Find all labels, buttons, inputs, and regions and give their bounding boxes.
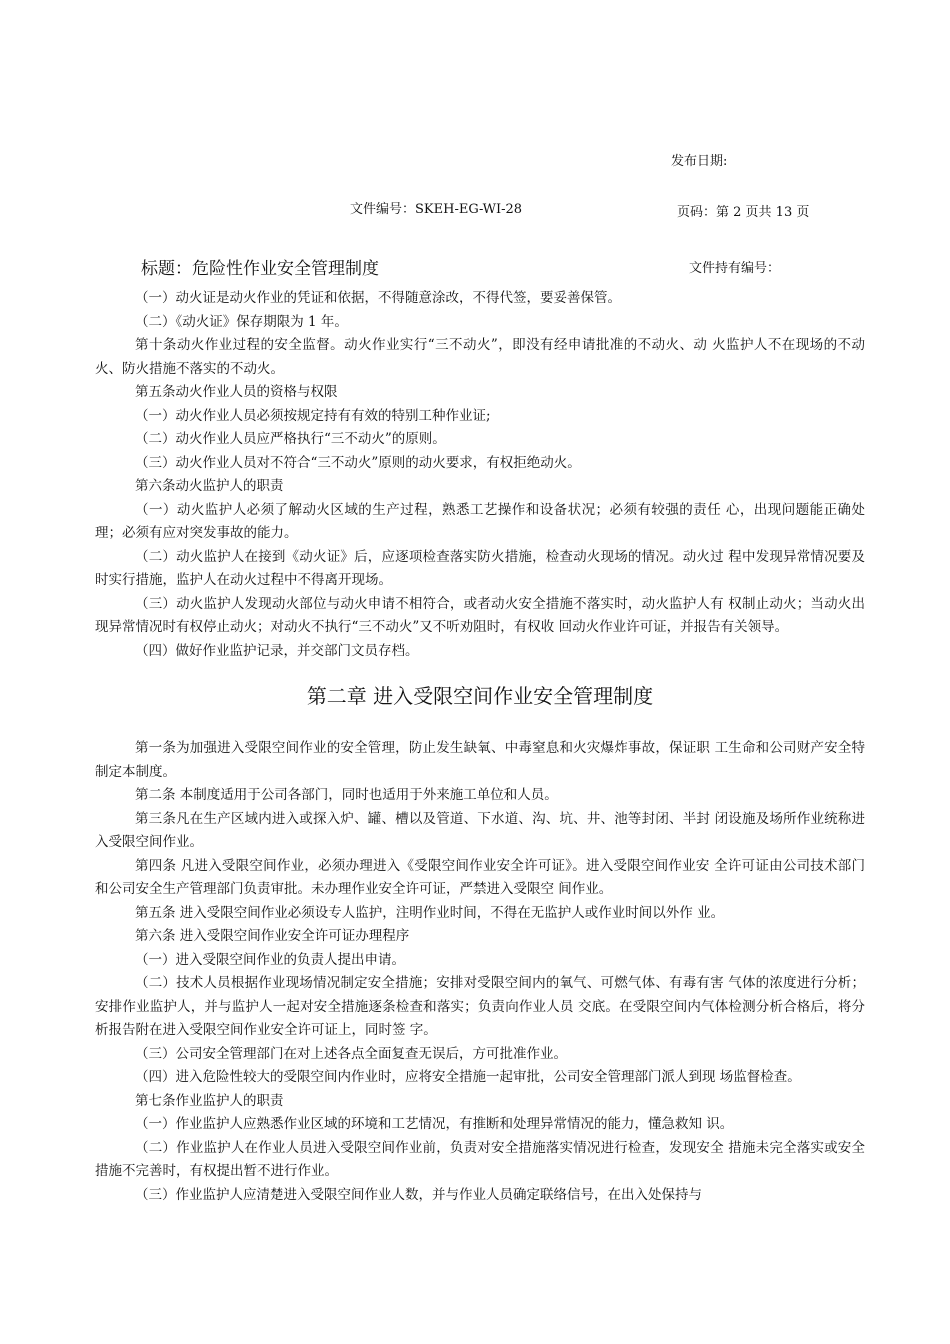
paragraph: 第二条 本制度适用于公司各部门，同时也适用于外来施工单位和人员。 [135, 787, 558, 803]
chapter-title: 第二章 进入受限空间作业安全管理制度 [306, 684, 654, 708]
holder-number-label: 文件持有编号： [689, 261, 781, 276]
paragraph: 第四条 凡进入受限空间作业，必须办理进入《受限空间作业安全许可证》。进入受限空间作业安 全许可证由公司技术部门和公司安全生产管理部门负责审批。未办理作业安全许可证，严禁进入受限空 间作业。 [95, 857, 865, 897]
paragraph: （四）做好作业监护记录，并交部门文员存档。 [135, 642, 419, 659]
paragraph: 第三条凡在生产区域内进入或探入炉、罐、槽以及管道、下水道、沟、坑、井、池等封闭、半封 闭设施及场所作业统称进入受限空间作业。 [95, 810, 865, 850]
document-body [95, 287, 865, 1207]
paragraph: （三）动火作业人员对不符合“三不动火”原则的动火要求，有权拒绝动火。 [135, 454, 581, 471]
document-number: 文件编号：SKEH-EG-WI-28 [350, 202, 523, 217]
paragraph: （一）动火监护人必须了解动火区域的生产过程，熟悉工艺操作和设备状况；必须有较强的责任 心，出现问题能正确处理；必须有应对突发事故的能力。 [95, 501, 865, 541]
paragraph: 第七条作业监护人的职责 [135, 1092, 284, 1109]
document-title: 标题：危险性作业安全管理制度 [141, 259, 379, 279]
paragraph: （三）动火监护人发现动火部位与动火申请不相符合，或者动火安全措施不落实时，动火监护人有 权制止动火；当动火出现异常情况时有权停止动火；对动火不执行“三不动火”又不听劝阻时，有权收 回动火作业许可证，并报告有关领导。 [95, 595, 865, 635]
paragraph: 第六条 进入受限空间作业安全许可证办理程序 [135, 928, 410, 944]
paragraph: （二）作业监护人在作业人员进入受限空间作业前，负责对安全措施落实情况进行检查，发现安全 措施未完全落实或安全措施不完善时，有权提出暂不进行作业。 [95, 1139, 865, 1179]
paragraph: （二）《动火证》保存期限为 1 年。 [135, 313, 348, 330]
paragraph: 第五条动火作业人员的资格与权限 [135, 384, 338, 400]
paragraph: 第十条动火作业过程的安全监督。动火作业实行“三不动火”，即没有经申请批准的不动火、动 火监护人不在现场的不动火、防火措施不落实的不动火。 [95, 337, 865, 377]
paragraph: （二）技术人员根据作业现场情况制定安全措施；安排对受限空间内的氧气、可燃气体、有毒有害 气体的浓度进行分析；安排作业监护人，并与监护人一起对安全措施逐条检查和落实；负责向作业人员 交底。在受限空间内气体检测分析合格后，将分析报告附在进入受限空间作业安全许可证上，同时签 字。 [95, 975, 865, 1038]
paragraph: （三）公司安全管理部门在对上述各点全面复查无误后，方可批准作业。 [135, 1045, 567, 1062]
paragraph: （一）进入受限空间作业的负责人提出申请。 [135, 951, 405, 968]
paragraph: （一）作业监护人应熟悉作业区域的环境和工艺情况，有推断和处理异常情况的能力，懂急救知 识。 [135, 1116, 734, 1132]
paragraph: （一）动火证是动火作业的凭证和依据，不得随意涂改，不得代签，要妥善保管。 [135, 290, 621, 306]
publish-date-label: 发布日期: [671, 154, 728, 169]
paragraph: （三）作业监护人应清楚进入受限空间作业人数，并与作业人员确定联络信号，在出入处保持与 [135, 1186, 702, 1203]
paragraph: （四）进入危险性较大的受限空间内作业时，应将安全措施一起审批，公司安全管理部门派人到现 场监督检查。 [135, 1069, 801, 1085]
paragraph: 第一条为加强进入受限空间作业的安全管理，防止发生缺氧、中毒窒息和火灾爆炸事故，保证职 工生命和公司财产安全特制定本制度。 [95, 740, 865, 780]
paragraph: （一）动火作业人员必须按规定持有有效的特别工种作业证; [135, 407, 491, 424]
paragraph: （二）动火监护人在接到《动火证》后，应逐项检查落实防火措施，检查动火现场的情况。动火过 程中发现异常情况要及时实行措施，监护人在动火过程中不得离开现场。 [95, 548, 865, 588]
paragraph: （二）动火作业人员应严格执行“三不动火”的原则。 [135, 431, 446, 447]
paragraph: 第五条 进入受限空间作业必须设专人监护，注明作业时间，不得在无监护人或作业时间以外作 业。 [135, 904, 725, 921]
paragraph: 第六条动火监护人的职责 [135, 478, 284, 494]
page-number: 页码：第 2 页共 13 页 [677, 205, 810, 220]
